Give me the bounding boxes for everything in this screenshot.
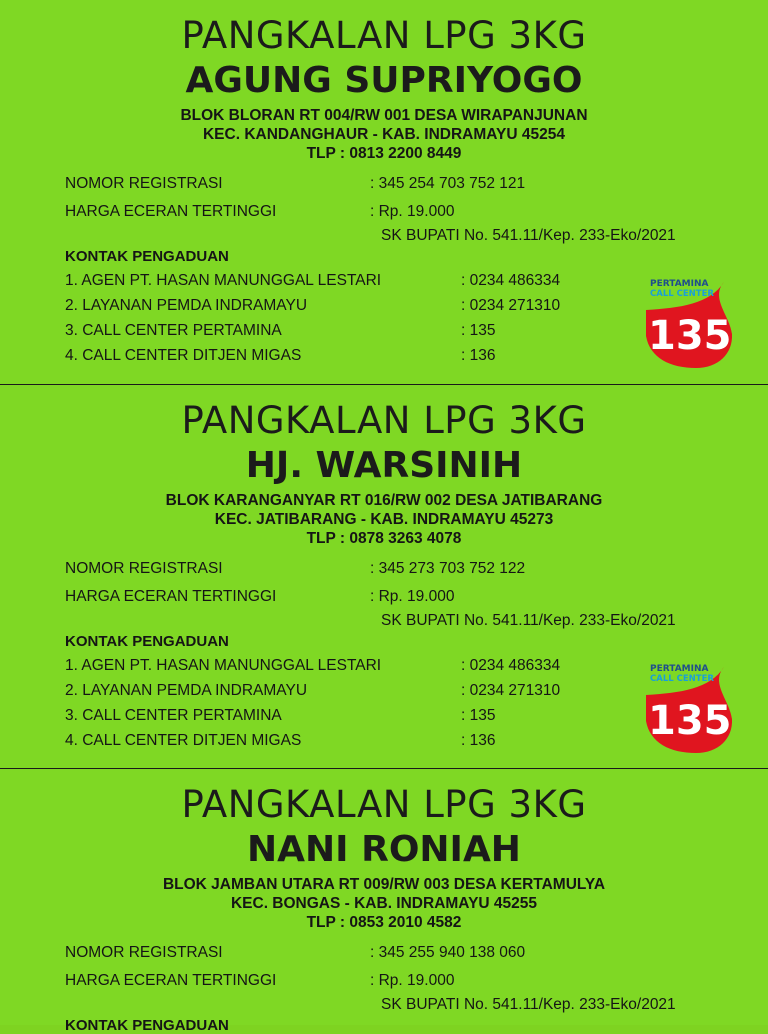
kontak-heading: KONTAK PENGADUAN [65,1017,229,1034]
sk-bupati: SK BUPATI No. 541.11/Kep. 233-Eko/2021 [381,612,676,629]
kontak-heading: KONTAK PENGADUAN [65,633,229,650]
contact-label-4: 4. CALL CENTER DITJEN MIGAS [65,347,302,364]
contact-label-1: 1. AGEN PT. HASAN MANUNGGAL LESTARI [65,272,382,289]
card-agung-supriyogo [0,0,768,384]
logo-number: 135 [648,698,732,744]
contact-label-3: 3. CALL CENTER PERTAMINA [65,707,282,724]
sk-bupati: SK BUPATI No. 541.11/Kep. 233-Eko/2021 [381,996,676,1013]
registrasi-label: NOMOR REGISTRASI [65,560,223,577]
phone: TLP : 0813 2200 8449 [306,145,462,162]
contact-value-3: : 135 [461,707,496,724]
card-title: PANGKALAN LPG 3KG [181,783,587,826]
contact-value-2: : 0234 271310 [461,682,561,699]
harga-value: : Rp. 19.000 [370,972,455,989]
harga-label: HARGA ECERAN TERTINGGI [65,203,277,220]
contact-label-3: 3. CALL CENTER PERTAMINA [65,322,282,339]
logo-brand: PERTAMINA [650,279,709,289]
pertamina-call-center-logo [640,661,732,753]
contact-value-3: : 135 [461,322,496,339]
contact-label-1: 1. AGEN PT. HASAN MANUNGGAL LESTARI [65,657,382,674]
harga-value: : Rp. 19.000 [370,203,455,220]
card-title: PANGKALAN LPG 3KG [181,399,587,442]
contact-label-2: 2. LAYANAN PEMDA INDRAMAYU [65,682,308,699]
owner-name: NANI RONIAH [247,829,521,870]
owner-name: AGUNG SUPRIYOGO [185,60,583,101]
owner-name: HJ. WARSINIH [245,445,523,486]
sk-bupati: SK BUPATI No. 541.11/Kep. 233-Eko/2021 [381,227,676,244]
registrasi-value: : 345 255 940 138 060 [370,944,526,961]
contact-value-4: : 136 [461,347,496,364]
address-line-1: BLOK KARANGANYAR RT 016/RW 002 DESA JATIBARANG [165,492,603,509]
address-line-2: KEC. KANDANGHAUR - KAB. INDRAMAYU 45254 [202,126,565,143]
registrasi-value: : 345 254 703 752 121 [370,175,526,192]
contact-value-1: : 0234 486334 [461,272,561,289]
address-line-1: BLOK BLORAN RT 004/RW 001 DESA WIRAPANJUNAN [180,107,588,124]
registrasi-label: NOMOR REGISTRASI [65,175,223,192]
phone: TLP : 0853 2010 4582 [306,914,462,931]
logo-sub: CALL CENTER [650,289,714,299]
contact-value-2: : 0234 271310 [461,297,561,314]
card-nani-roniah [0,768,768,1034]
registrasi-value: : 345 273 703 752 122 [370,560,526,577]
contact-label-2: 2. LAYANAN PEMDA INDRAMAYU [65,297,308,314]
address-line-2: KEC. BONGAS - KAB. INDRAMAYU 45255 [230,895,538,912]
contact-label-4: 4. CALL CENTER DITJEN MIGAS [65,732,302,749]
harga-label: HARGA ECERAN TERTINGGI [65,588,277,605]
logo-brand: PERTAMINA [650,664,709,674]
contact-value-4: : 136 [461,732,496,749]
address-line-2: KEC. JATIBARANG - KAB. INDRAMAYU 45273 [214,511,554,528]
kontak-heading: KONTAK PENGADUAN [65,248,229,265]
logo-sub: CALL CENTER [650,674,714,684]
pertamina-call-center-logo [640,276,732,368]
phone: TLP : 0878 3263 4078 [306,530,462,547]
registrasi-label: NOMOR REGISTRASI [65,944,223,961]
card-hj-warsinih [0,384,768,769]
address-line-1: BLOK JAMBAN UTARA RT 009/RW 003 DESA KERTAMULYA [162,876,606,893]
logo-number: 135 [648,313,732,359]
harga-value: : Rp. 19.000 [370,588,455,605]
card-title: PANGKALAN LPG 3KG [181,14,587,57]
harga-label: HARGA ECERAN TERTINGGI [65,972,277,989]
contact-value-1: : 0234 486334 [461,657,561,674]
